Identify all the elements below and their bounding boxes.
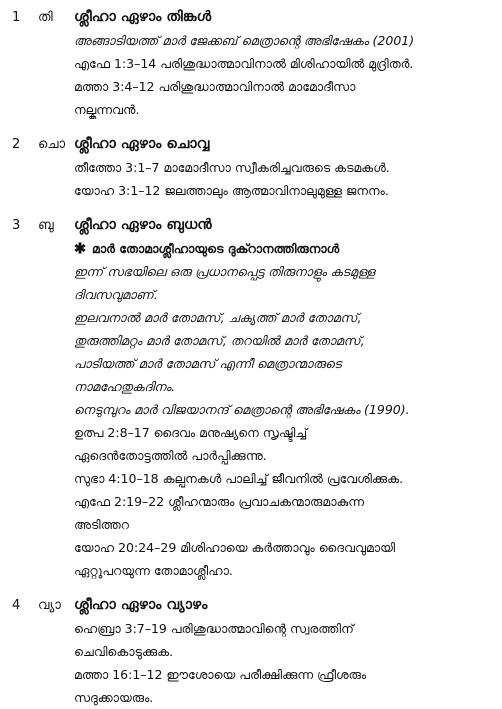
note-line xyxy=(74,29,494,52)
line-text: നെടുമ്പുറം മാർ വിജയാനന്ദ് മെത്രാന്റെ അഭിഷേകം (1990). xyxy=(74,402,410,417)
reading-line xyxy=(74,179,494,202)
line-text: അടിത്തറ xyxy=(74,517,129,532)
line-text: ഇന്ന് സഭയിലെ ഒരു പ്രധാനപ്പെട്ട തിരുനാളും കടമുള്ള xyxy=(74,264,375,279)
day-number: 2 xyxy=(12,137,21,152)
reading-line xyxy=(74,98,494,121)
reading-line xyxy=(74,617,494,640)
line-text: ഇലവനാൽ മാർ തോമസ്, ചക്യത്ത് മാർ തോമസ്, xyxy=(74,310,362,325)
reading-line xyxy=(74,686,494,709)
line-text: നാമഹേതുകദിനം. xyxy=(74,379,175,394)
line-text: യോഹ 20:24–29 മിശിഹായെ കർത്താവും ദൈവവുമായി xyxy=(74,540,396,555)
line-text: ഉത്പ 2:8–17 ദൈവം മനുഷ്യനെ സൃഷ്ടിച്ച് xyxy=(74,425,308,440)
reading-line xyxy=(74,513,494,536)
reading-line xyxy=(74,536,494,559)
day-abbreviation: ചൊ xyxy=(38,137,66,152)
line-text: സദുക്കായരും. xyxy=(74,690,154,705)
day-entry xyxy=(12,214,494,582)
line-text: എഫേ 2:19–22 ശ്ലീഹന്മാരും പ്രവാചകന്മാരുമാകുന്ന xyxy=(74,494,365,509)
reading-line xyxy=(74,75,494,98)
day-body xyxy=(74,214,494,582)
line-text: നല്കുന്നവൻ. xyxy=(74,102,140,117)
reading-line xyxy=(74,559,494,582)
line-text: എഫേ 1:3–14 പരിശുദ്ധാത്മാവിനാൽ മിശിഹായിൽ മുദ്രിതർ. xyxy=(74,56,414,71)
day-entry xyxy=(12,6,494,121)
line-text: അങ്ങാടിയത്ത് മാർ ജേക്കബ് മെത്രാന്റെ അഭിഷേകം (2001) xyxy=(74,33,415,48)
day-title: ശ്ലീഹാ ഏഴാം തിങ്കൾ xyxy=(74,9,212,25)
reading-line xyxy=(74,663,494,686)
note-line xyxy=(74,352,494,375)
day-body xyxy=(74,6,494,121)
line-text: മാർ തോമാശ്ലീഹായുടെ ദുക്റാനത്തിരുനാൾ xyxy=(92,241,340,256)
note-line xyxy=(74,260,494,283)
day-title: ശ്ലീഹാ ഏഴാം വ്യാഴം xyxy=(74,597,208,613)
day-number: 4 xyxy=(12,598,21,613)
line-text: ഏദെൻതോട്ടത്തിൽ പാർപ്പിക്കുന്നു. xyxy=(74,448,267,463)
cross-icon xyxy=(74,242,86,254)
line-text: ചെവികൊടുക്കുക. xyxy=(74,644,174,659)
line-text: ഹെബ്രാ 3:7–19 പരിശുദ്ധാത്മാവിന്റെ സ്വരത്തിന് xyxy=(74,621,354,636)
reading-line xyxy=(74,640,494,663)
day-title: ശ്ലീഹാ ഏഴാം ചൊവ്വ xyxy=(74,136,210,152)
line-text: ദിവസവുമാണ്. xyxy=(74,287,158,302)
day-entry xyxy=(12,594,494,709)
day-title: ശ്ലീഹാ ഏഴാം ബുധൻ xyxy=(74,217,212,233)
line-text: മത്താ 16:1–12 ഈശോയെ പരീക്ഷിക്കുന്ന ഫ്രീശരും xyxy=(74,667,367,682)
day-body xyxy=(74,133,494,202)
reading-line xyxy=(74,421,494,444)
note-line xyxy=(74,283,494,306)
reading-line xyxy=(74,490,494,513)
feast-line xyxy=(74,237,494,260)
line-text: തുരുത്തിമറ്റം മാർ തോമസ്, തറയിൽ മാർ തോമസ്, xyxy=(74,333,365,348)
day-entries xyxy=(12,6,494,709)
reading-line xyxy=(74,467,494,490)
note-line xyxy=(74,398,494,421)
line-text: മത്താ 3:4–12 പരിശുദ്ധാത്മാവിനാൽ മാമോദീസാ xyxy=(74,79,356,94)
day-abbreviation: ബു xyxy=(38,218,54,233)
day-entry xyxy=(12,133,494,202)
line-text: തീത്തോ 3:1–7 മാമോദീസാ സ്വീകരിച്ചവരുടെ കടമകൾ. xyxy=(74,160,390,175)
line-text: സുഭാ 4:10–18 കല്പനകൾ പാലിച്ച് ജീവനിൽ പ്രവേശിക്കുക. xyxy=(74,471,404,486)
line-text: യോഹ 3:1–12 ജലത്താലും ആത്മാവിനാലുമുള്ള ജനനം. xyxy=(74,183,389,198)
day-body xyxy=(74,594,494,709)
reading-line xyxy=(74,52,494,75)
note-line xyxy=(74,329,494,352)
reading-line xyxy=(74,156,494,179)
note-line xyxy=(74,306,494,329)
line-text: ഏറ്റുപറയുന്ന തോമാശ്ലീഹാ. xyxy=(74,563,233,578)
day-number: 3 xyxy=(12,218,21,233)
day-number: 1 xyxy=(12,10,21,25)
note-line xyxy=(74,375,494,398)
day-abbreviation: തി xyxy=(38,10,53,25)
day-abbreviation: വ്യാ xyxy=(38,598,61,613)
line-text: പാടിയത്ത് മാർ തോമസ് എന്നീ മെത്രാന്മാരുടെ xyxy=(74,356,342,371)
reading-line xyxy=(74,444,494,467)
